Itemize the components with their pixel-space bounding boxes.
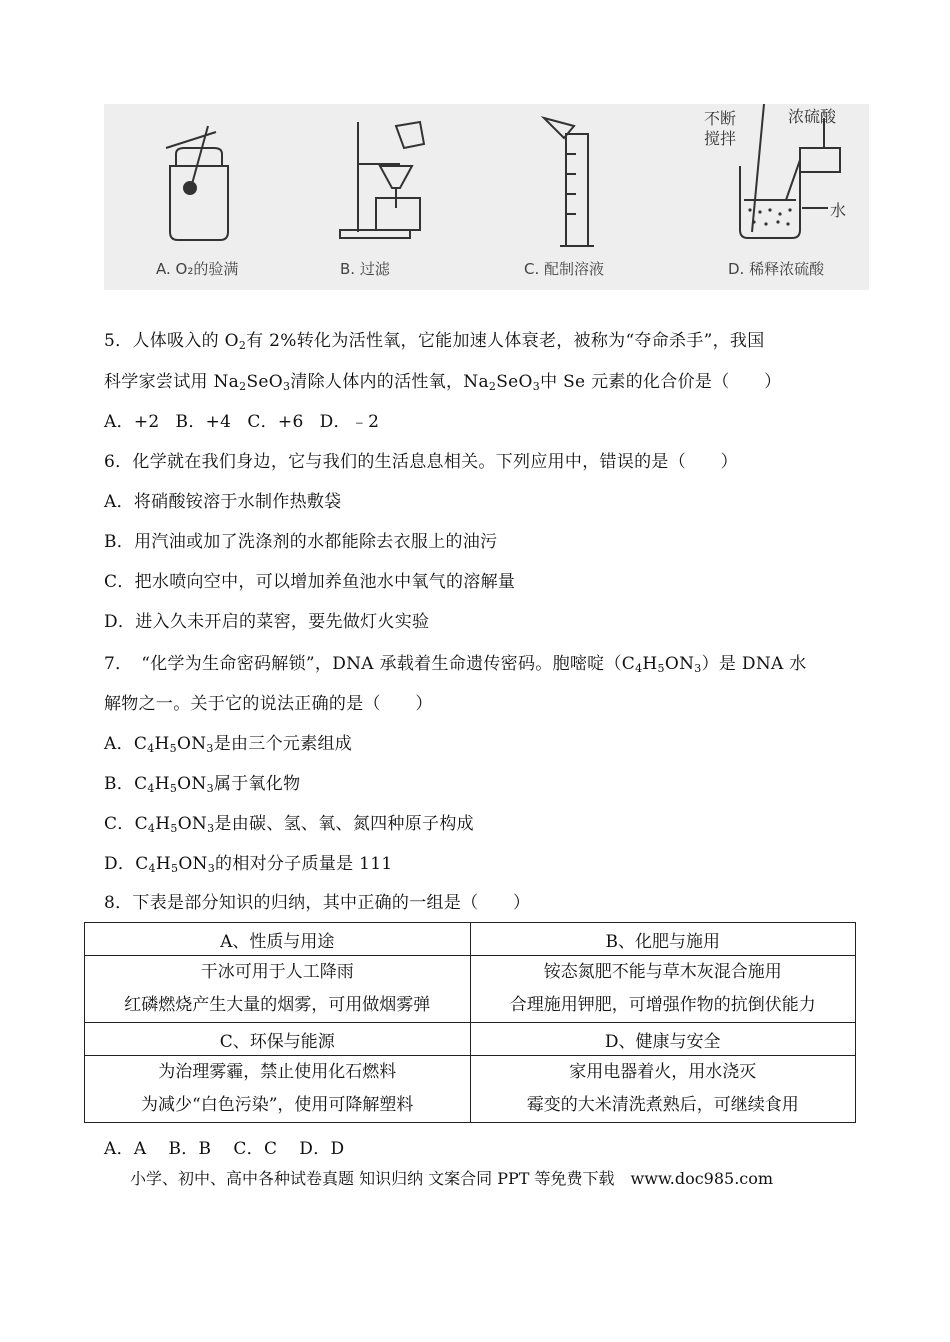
- cell-c-line-1: 为治理雾霾，禁止使用化石燃料: [158, 1062, 397, 1082]
- q7-b-on: ON: [177, 774, 207, 794]
- q7-line1-a: 7． “化学为生命密码解锁”，DNA 承载着生命遗传密码。胞嘧啶（C: [104, 654, 636, 674]
- q7-line1-c: ON: [664, 654, 695, 674]
- q7-c-c: C: [134, 814, 148, 834]
- q5-line1-sub: 2: [238, 339, 247, 352]
- q5-line2-sub2: 3: [282, 380, 291, 393]
- q7-d-s3: 3: [207, 862, 216, 875]
- q7-line1-d: ）是 DNA 水: [701, 654, 807, 674]
- label-stir-2: 搅拌: [704, 129, 737, 148]
- cylinder-drawing: [544, 118, 594, 246]
- q8-option-b: B．B: [168, 1139, 212, 1159]
- q7-c-on: ON: [177, 814, 208, 834]
- q7-b-s1: 4: [147, 782, 155, 795]
- q7-d-s1: 4: [148, 862, 156, 875]
- apparatus-figure: [104, 104, 869, 290]
- cell-d-head: D、健康与安全: [470, 1023, 856, 1056]
- cell-d-line-1: 家用电器着火，用水浇灭: [569, 1062, 757, 1082]
- q7-a-text: 是由三个元素组成: [213, 734, 353, 754]
- q7-a-s1: 4: [147, 742, 155, 755]
- q6-option-c: C．把水喷向空中，可以增加养鱼池水中氧气的溶解量: [104, 572, 516, 592]
- q7-d-s2: 5: [171, 862, 179, 875]
- q7-line-2: 解物之一。关于它的说法正确的是（ ）: [104, 694, 433, 714]
- q7-option-d: [104, 849, 393, 874]
- q7-c-prefix: C．: [104, 814, 135, 834]
- q6-option-b: B．用汽油或加了洗涤剂的水都能除去衣服上的油污: [104, 532, 498, 552]
- q5-line2-a: 科学家尝试用 Na: [104, 372, 240, 392]
- q5-line1-a: 5．人体吸入的 O: [104, 331, 239, 351]
- cell-b-head: B、化肥与施用: [470, 923, 856, 956]
- q7-d-prefix: D．: [104, 854, 136, 874]
- cell-d-line-2: 霉变的大米清洗煮熟后，可继续食用: [526, 1095, 799, 1115]
- caption-b: B. 过滤: [340, 260, 390, 278]
- q5-line2-sub3: 2: [488, 380, 497, 393]
- label-water: 水: [830, 201, 847, 220]
- q7-option-c: [104, 809, 474, 834]
- q5-line2-sub4: 3: [532, 380, 541, 393]
- q7-a-s3: 3: [206, 742, 214, 755]
- footer-text: 小学、初中、高中各种试卷真题 知识归纳 文案合同 PPT 等免费下载 www.doc985.com: [130, 1169, 774, 1188]
- q7-c-s2: 5: [170, 822, 178, 835]
- q5-line2-c: 清除人体内的活性氧，Na: [290, 372, 489, 392]
- filtration-drawing: [340, 122, 424, 238]
- q7-a-h: H: [154, 734, 170, 754]
- q5-line2-b: SeO: [246, 372, 283, 392]
- q5-option-a: A．+2: [104, 412, 160, 432]
- q7-line1-s3: 3: [694, 662, 702, 675]
- q7-line1-s1: 4: [635, 662, 643, 675]
- q5-line-2: [104, 367, 781, 392]
- cell-a-head: A、性质与用途: [85, 923, 471, 956]
- q7-line1-s2: 5: [657, 662, 665, 675]
- cell-b-body: [470, 956, 856, 1023]
- q5-option-b: B．+4: [175, 412, 232, 432]
- q7-b-h: H: [154, 774, 170, 794]
- q7-d-c: C: [135, 854, 149, 874]
- q5-line2-d: SeO: [496, 372, 533, 392]
- q7-option-a: [104, 729, 352, 754]
- gas-jar-drawing: [166, 126, 228, 240]
- q8-option-a: A．A: [104, 1139, 147, 1159]
- cell-c-line-2: 为减少“白色污染”，使用可降解塑料: [141, 1095, 414, 1115]
- q5-line1-b: 有 2%转化为活性氧，它能加速人体衰老，被称为“夺命杀手”，我国: [246, 331, 765, 351]
- q5-option-d: D．﹣2: [319, 412, 380, 432]
- q7-b-s3: 3: [206, 782, 214, 795]
- q7-option-b: [104, 769, 300, 794]
- cell-c-head: C、环保与能源: [85, 1023, 471, 1056]
- q5-options: [104, 407, 395, 432]
- q8-option-c: C．C: [233, 1139, 278, 1159]
- knowledge-table: [84, 922, 856, 1123]
- q7-d-text: 的相对分子质量是 111: [215, 854, 393, 874]
- q5-line2-e: 中 Se 元素的化合价是（ ）: [540, 372, 782, 392]
- q7-d-on: ON: [178, 854, 208, 874]
- q5-option-c: C．+6: [247, 412, 304, 432]
- q5-line2-sub1: 2: [239, 380, 247, 393]
- q7-a-on: ON: [176, 734, 207, 754]
- caption-c: C. 配制溶液: [524, 260, 605, 278]
- q7-a-c: C: [133, 734, 148, 754]
- q7-c-s3: 3: [207, 822, 215, 835]
- table-row: [85, 956, 856, 1023]
- cell-d-body: [470, 1056, 856, 1123]
- q7-c-s1: 4: [147, 822, 156, 835]
- q7-line-1: [104, 649, 807, 674]
- q7-c-h: H: [155, 814, 171, 834]
- q7-b-text: 属于氧化物: [213, 774, 301, 794]
- table-row: [85, 923, 856, 956]
- q7-b-prefix: B．: [104, 774, 135, 794]
- q8-options: [104, 1134, 360, 1159]
- cell-a-body: [85, 956, 471, 1023]
- q7-b-s2: 5: [169, 782, 178, 795]
- q8-stem: 8．下表是部分知识的归纳，其中正确的一组是（ ）: [104, 893, 531, 913]
- cell-a-line-2: 红磷燃烧产生大量的烟雾，可用做烟雾弹: [124, 995, 431, 1015]
- q7-a-prefix: A．: [104, 734, 134, 754]
- caption-d: D. 稀释浓硫酸: [728, 260, 825, 278]
- q7-line1-b: H: [642, 654, 658, 674]
- q6-stem: 6．化学就在我们身边，它与我们的生活息息相关。下列应用中，错误的是（ ）: [104, 452, 738, 472]
- q6-option-d: D．进入久未开启的菜窖，要先做灯火实验: [104, 612, 430, 632]
- q7-c-text: 是由碳、氢、氧、氮四种原子构成: [214, 814, 474, 834]
- table-row: [85, 1023, 856, 1056]
- cell-c-body: [85, 1056, 471, 1123]
- cell-a-line-1: 干冰可用于人工降雨: [200, 962, 354, 982]
- q8-option-d: D．D: [299, 1139, 345, 1159]
- label-stir-1: 不断: [704, 109, 737, 128]
- q7-b-c: C: [134, 774, 148, 794]
- q7-d-h: H: [155, 854, 171, 874]
- label-acid: 浓硫酸: [788, 107, 837, 126]
- q6-option-a: A．将硝酸铵溶于水制作热敷袋: [104, 492, 342, 512]
- caption-a: A. O₂的验满: [156, 260, 239, 278]
- cell-b-line-1: 铵态氮肥不能与草木灰混合施用: [543, 962, 782, 982]
- q5-line-1: [104, 326, 765, 351]
- cell-b-line-2: 合理施用钾肥，可增强作物的抗倒伏能力: [509, 995, 816, 1015]
- table-row: [85, 1056, 856, 1123]
- q7-a-s2: 5: [169, 742, 177, 755]
